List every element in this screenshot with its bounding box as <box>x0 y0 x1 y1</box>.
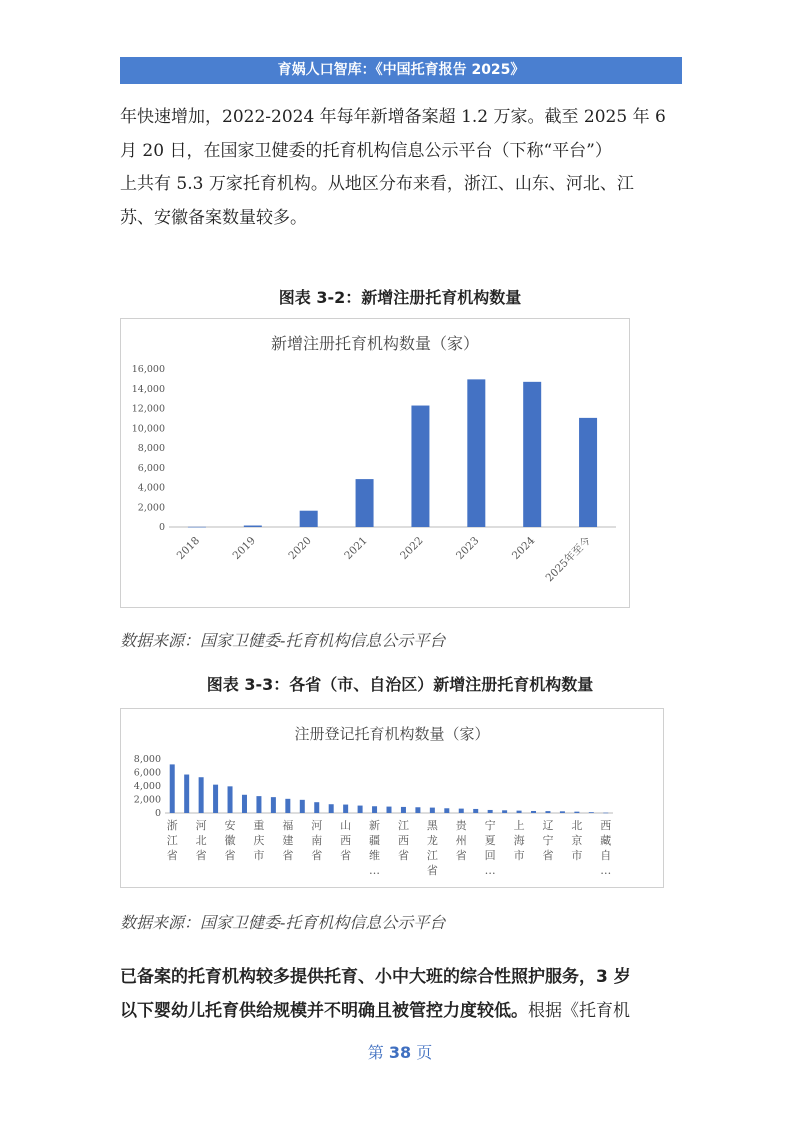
chart2-bar <box>473 809 478 813</box>
chart2-bar <box>560 811 565 813</box>
chart1-bar <box>579 418 597 527</box>
intro-line: 上共有 5.3 万家托育机构。从地区分布来看，浙江、山东、河北、江 <box>120 174 634 194</box>
chart2-x-tick: 上海市 <box>513 819 525 862</box>
chart2-bar <box>170 764 175 813</box>
chart1-bar <box>523 382 541 527</box>
chart2-x-tick: 山西省 <box>340 819 352 862</box>
chart2-x-tick: 河北省 <box>195 819 207 862</box>
chart2-bar <box>430 808 435 813</box>
chart2-x-tick: 河南省 <box>311 819 323 862</box>
chart1-bar <box>300 511 318 527</box>
chart2-bar <box>285 799 290 813</box>
chart2-x-tick: 安徽省 <box>224 819 236 862</box>
chart2-y-tick: 8,000 <box>133 754 161 765</box>
body-paragraph <box>120 960 690 1028</box>
chart2-bar <box>314 802 319 813</box>
chart2-x-tick: 辽宁省 <box>542 819 554 862</box>
chart1-container <box>120 318 630 608</box>
chart2-bar <box>372 806 377 813</box>
intro-line: 月 20 日，在国家卫健委的托育机构信息公示平台（下称“平台”） <box>120 140 612 161</box>
report-banner: 育娲人口智库：《中国托育报告 2025》 <box>120 57 682 84</box>
body-line <box>120 994 690 1028</box>
chart1-title: 新增注册托育机构数量（家） <box>270 334 480 353</box>
chart2 <box>121 709 663 887</box>
chart2-bar <box>213 785 218 813</box>
intro-paragraph <box>120 101 690 235</box>
chart2-bar <box>459 809 464 813</box>
chart2-x-tick: 福建省 <box>282 819 294 862</box>
figure1-caption: 图表 3-2：新增注册托育机构数量 <box>278 288 522 307</box>
chart1-x-tick: 2020 <box>286 534 314 563</box>
chart2-x-tick: 北京市 <box>571 819 583 862</box>
chart2-y-tick: 6,000 <box>133 767 161 779</box>
chart2-x-tick: 重庆市 <box>253 819 265 862</box>
page-suffix: 页 <box>416 1043 433 1062</box>
chart2-bar <box>603 813 608 814</box>
chart1-bar <box>356 479 374 527</box>
chart2-bar <box>488 810 493 813</box>
chart2-bar <box>242 795 247 813</box>
chart2-bar <box>271 797 276 813</box>
chart2-bar <box>387 807 392 813</box>
chart1-x-tick: 2021 <box>342 534 370 563</box>
chart1-y-tick: 2,000 <box>137 502 165 514</box>
chart2-container <box>120 708 664 888</box>
chart1-y-tick: 10,000 <box>131 423 165 435</box>
chart1-y-tick: 12,000 <box>131 403 165 415</box>
chart2-x-tick: 新疆维… <box>369 819 381 877</box>
intro-line: 苏、安徽备案数量较多。 <box>120 207 307 228</box>
chart2-bar <box>502 810 507 813</box>
chart2-y-tick: 4,000 <box>133 781 161 792</box>
figure2-caption: 图表 3-3：各省（市、自治区）新增注册托育机构数量 <box>206 675 594 694</box>
chart1-x-tick: 2018 <box>174 534 203 563</box>
chart2-x-tick: 江西省 <box>397 819 409 862</box>
chart2-x-tick: 黑龙江省 <box>426 819 438 877</box>
chart2-bar <box>300 800 305 813</box>
chart2-title: 注册登记托育机构数量（家） <box>294 725 490 743</box>
chart2-bar <box>184 775 189 813</box>
chart2-bar <box>444 808 449 813</box>
chart2-bar <box>415 807 420 813</box>
body-bold-text: 以下婴幼儿托育供给规模并不明确且被管控力度较低。 <box>120 1001 528 1021</box>
chart1-y-tick: 6,000 <box>137 462 165 474</box>
chart2-bar <box>343 805 348 813</box>
chart2-bar <box>329 804 334 813</box>
chart1-y-tick: 8,000 <box>137 443 165 454</box>
chart2-bar <box>589 812 594 813</box>
chart2-bar <box>574 812 579 813</box>
chart2-x-tick: 贵州省 <box>455 819 467 862</box>
chart2-x-tick: 浙江省 <box>166 819 178 862</box>
body-line: 已备案的托育机构较多提供托育、小中大班的综合性照护服务，3 岁 <box>120 967 631 987</box>
chart2-y-tick: 2,000 <box>133 794 161 806</box>
chart1 <box>121 319 629 607</box>
chart1-y-tick: 0 <box>158 522 165 533</box>
chart1-x-tick: 2022 <box>398 534 426 563</box>
chart2-bar <box>199 777 204 813</box>
chart2-bar <box>517 811 522 813</box>
chart1-x-tick: 2023 <box>454 534 482 563</box>
page-prefix: 第 <box>367 1043 384 1062</box>
chart2-bar <box>401 807 406 813</box>
chart1-bar <box>188 527 206 528</box>
chart2-bar <box>228 786 233 813</box>
chart1-y-tick: 4,000 <box>137 482 165 494</box>
chart1-bar <box>244 526 262 527</box>
intro-line: 年快速增加，2022-2024 年每年新增备案超 1.2 万家。截至 2025 年 6 <box>120 107 666 127</box>
page-number <box>0 1040 800 1063</box>
chart2-y-tick: 0 <box>154 808 161 819</box>
figure1-source: 数据来源：国家卫健委-托育机构信息公示平台 <box>120 631 446 650</box>
chart2-bar <box>531 811 536 813</box>
page-number-value: 38 <box>388 1043 412 1062</box>
chart1-x-tick: 2019 <box>230 534 258 563</box>
chart1-bar <box>411 406 429 527</box>
body-normal-text: 根据《托育机 <box>528 1001 630 1021</box>
figure2-source: 数据来源：国家卫健委-托育机构信息公示平台 <box>120 913 446 932</box>
chart2-x-tick: 西藏自… <box>600 819 612 877</box>
chart1-bar <box>467 379 485 527</box>
chart2-bar <box>358 806 363 813</box>
chart2-bar <box>545 811 550 813</box>
chart1-y-tick: 14,000 <box>131 383 165 395</box>
chart1-y-tick: 16,000 <box>131 364 165 375</box>
chart2-x-tick: 宁夏回… <box>484 819 496 877</box>
chart1-x-tick: 2025年至今 <box>543 534 594 585</box>
chart1-x-tick: 2024 <box>509 534 538 563</box>
chart2-bar <box>256 796 261 813</box>
